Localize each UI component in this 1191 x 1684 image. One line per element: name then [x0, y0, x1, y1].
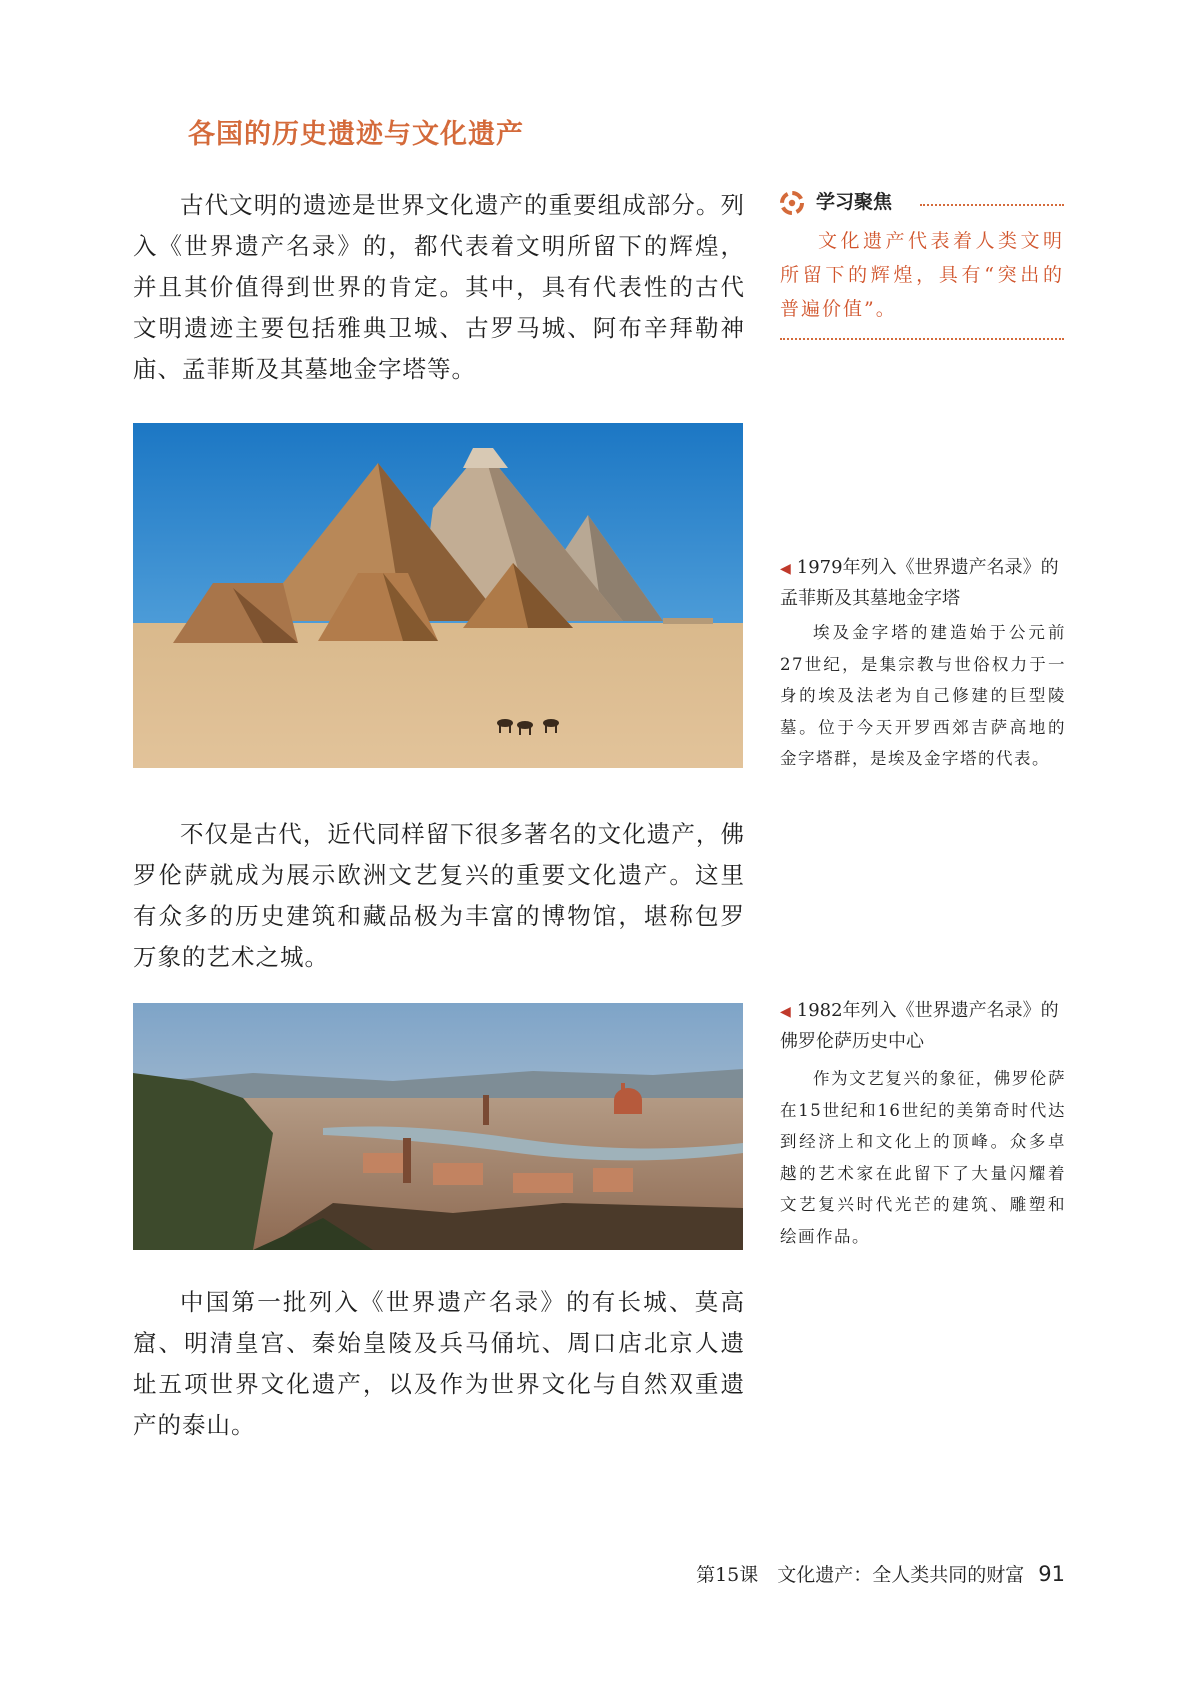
dotted-divider: [780, 338, 1064, 340]
page-number: 91: [1038, 1562, 1065, 1586]
page-footer: [696, 1560, 1065, 1587]
learning-focus-text: 文化遗产代表着人类文明所留下的辉煌，具有“突出的普遍价值”。: [780, 230, 1064, 320]
learning-focus-header: [780, 189, 1064, 217]
lesson-title: 第15课 文化遗产：全人类共同的财富: [696, 1564, 1025, 1586]
florence-caption-description: 作为文艺复兴的象征，佛罗伦萨在15世纪和16世纪的美第奇时代达到经济上和文化上的顶峰。众多卓越的艺术家在此留下了大量闪耀着文艺复兴时代光芒的建筑、雕塑和绘画作品。: [780, 1069, 1066, 1246]
left-triangle-icon: ◀: [780, 1004, 791, 1020]
pyramids-caption-description: 埃及金字塔的建造始于公元前27世纪，是集宗教与世俗权力于一身的埃及法老为自己修建的巨型陵墓。位于今天开罗西郊吉萨高地的金字塔群，是埃及金字塔的代表。: [780, 623, 1066, 768]
pyramids-caption-title: [780, 553, 1070, 614]
section-title: 各国的历史遗迹与文化遗产: [188, 119, 524, 150]
florence-caption-text: 1982年列入《世界遗产名录》的佛罗伦萨历史中心: [780, 1000, 1059, 1052]
learning-focus-title: 学习聚焦: [816, 191, 893, 213]
pyramids-photo: [133, 423, 743, 768]
target-icon: [780, 191, 804, 215]
paragraph-florence: 不仅是古代，近代同样留下很多著名的文化遗产，佛罗伦萨就成为展示欧洲文艺复兴的重要文化遗产。这里有众多的历史建筑和藏品极为丰富的博物馆，堪称包罗万象的艺术之城。: [133, 820, 745, 971]
paragraph-ancient-sites: 古代文明的遗迹是世界文化遗产的重要组成部分。列入《世界遗产名录》的，都代表着文明所留下的辉煌，并且其价值得到世界的肯定。其中，具有代表性的古代文明遗迹主要包括雅典卫城、古罗马城、阿布辛拜勒神庙、孟菲斯及其墓地金字塔等。: [133, 191, 745, 383]
pyramids-caption-text: 1979年列入《世界遗产名录》的孟菲斯及其墓地金字塔: [780, 557, 1059, 609]
florence-photo: [133, 1003, 743, 1250]
florence-caption-title: [780, 996, 1070, 1057]
dotted-divider: [920, 204, 1064, 206]
left-triangle-icon: ◀: [780, 561, 791, 577]
paragraph-china-heritage: 中国第一批列入《世界遗产名录》的有长城、莫高窟、明清皇宫、秦始皇陵及兵马俑坑、周口店北京人遗址五项世界文化遗产，以及作为世界文化与自然双重遗产的泰山。: [133, 1288, 745, 1439]
